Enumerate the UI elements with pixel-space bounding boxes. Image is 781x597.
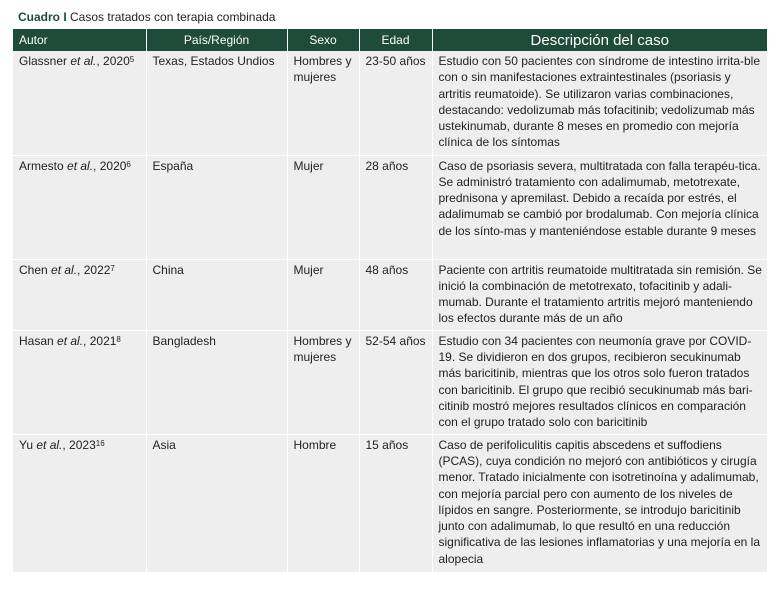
sex-cell: Hombres y mujeres [287, 51, 359, 155]
author-etal: et al. [57, 333, 84, 348]
author-name: Chen [19, 262, 48, 277]
age-cell: 48 años [359, 259, 432, 330]
author-year: , 2021 [83, 333, 117, 348]
age-cell: 28 años [359, 155, 432, 259]
region-cell: Bangladesh [146, 330, 287, 434]
region-cell: España [146, 155, 287, 259]
age-cell: 52-54 años [359, 330, 432, 434]
author-name: Hasan [19, 333, 54, 348]
reference-number: 7 [110, 263, 115, 273]
description-cell: Caso de perifoliculitis capitis abscedens et suffodiens (PCAS), cuya condición no mejoró con antibióticos y cirugía menor. Tratado inicialmente con isotretinoína y adalimumab, con mejoría parcial pero con aumento de los niveles de lípidos en sangre. Posteriormente, se introdujo baricitinib junto con adalimumab, lo que resultó en una reducción significativa de las lesiones inflamatorias y una mejoría en la alopecia [432, 434, 767, 572]
caption-title: Casos tratados con terapia combinada [70, 10, 276, 24]
col-header-region: País/Región [146, 29, 287, 51]
author-name: Armesto [19, 158, 64, 173]
author-cell [13, 155, 146, 259]
sex-cell: Hombres y mujeres [287, 330, 359, 434]
col-header-edad: Edad [359, 29, 432, 51]
author-etal: et al. [36, 437, 63, 452]
author-name: Yu [19, 437, 34, 452]
age-cell: 23-50 años [359, 51, 432, 155]
author-etal: et al. [67, 158, 94, 173]
table-header [13, 29, 767, 51]
author-cell [13, 259, 146, 330]
description-cell: Caso de psoriasis severa, multitratada con falla terapéu-tica. Se administró tratamiento con adalimumab, metotrexate, prednisona y apremilast. Debido a recaída por estrés, el adalimumab se cambió por brodalumab. Con mejoría clínica de los sínto-mas y manteniéndose estable durante 9 meses [432, 155, 767, 259]
cases-table [13, 29, 767, 573]
author-year: , 2020 [93, 158, 127, 173]
sex-cell: Mujer [287, 259, 359, 330]
author-cell [13, 434, 146, 572]
col-header-descripcion: Descripción del caso [432, 29, 767, 51]
col-header-autor: Autor [13, 29, 146, 51]
description-cell: Estudio con 34 pacientes con neumonía grave por COVID-19. Se dividieron en dos grupos, recibieron secukinumab más baricitinib, mientras que los otros solo fueron tratados con baricitinib. El grupo que recibió secukinumab más bari-citinib mostró mejores resultados clínicos en comparación con el grupo tratado solo con baricitinib [432, 330, 767, 434]
reference-number: 8 [116, 334, 121, 344]
author-etal: et al. [70, 54, 97, 68]
reference-number: 5 [129, 55, 135, 64]
author-year: , 2022 [77, 262, 111, 277]
author-etal: et al. [51, 262, 78, 277]
sex-cell: Hombre [287, 434, 359, 572]
author-name: Glassner [19, 54, 68, 68]
table-row [13, 155, 767, 259]
caption-label: Cuadro I [18, 10, 67, 24]
table-row [13, 434, 767, 572]
age-cell: 15 años [359, 434, 432, 572]
reference-number: 16 [95, 438, 105, 448]
table-row [13, 51, 767, 155]
region-cell: Asia [146, 434, 287, 572]
col-header-sexo: Sexo [287, 29, 359, 51]
region-cell: China [146, 259, 287, 330]
sex-cell: Mujer [287, 155, 359, 259]
table-row [13, 259, 767, 330]
author-cell [13, 330, 146, 434]
description-cell: Paciente con artritis reumatoide multitratada sin remisión. Se inició la combinación de metotrexato, tofacitinib y adali-mumab. Durante el tratamiento artritis mejoró manteniendo los efectos durante más de un año [432, 259, 767, 330]
table-container [13, 10, 767, 573]
author-cell [13, 51, 146, 155]
table-row [13, 330, 767, 434]
author-year: , 2020 [96, 54, 130, 68]
table-body [13, 51, 767, 572]
table-caption [18, 10, 767, 24]
reference-number: 6 [126, 159, 131, 169]
description-cell: Estudio con 50 pacientes con síndrome de intestino irrita-ble con o sin manifestaciones extraintestinales (psoriasis y artritis reumatoide). Se utilizaron varias combinaciones, destacando: vedolizumab más tofacitinib; vedolizumab más ustekinumab, durante 8 meses en promedio con mejoría clínica de los síntomas [432, 51, 767, 155]
author-year: , 2023 [62, 437, 96, 452]
region-cell: Texas, Estados Undios [146, 51, 287, 155]
